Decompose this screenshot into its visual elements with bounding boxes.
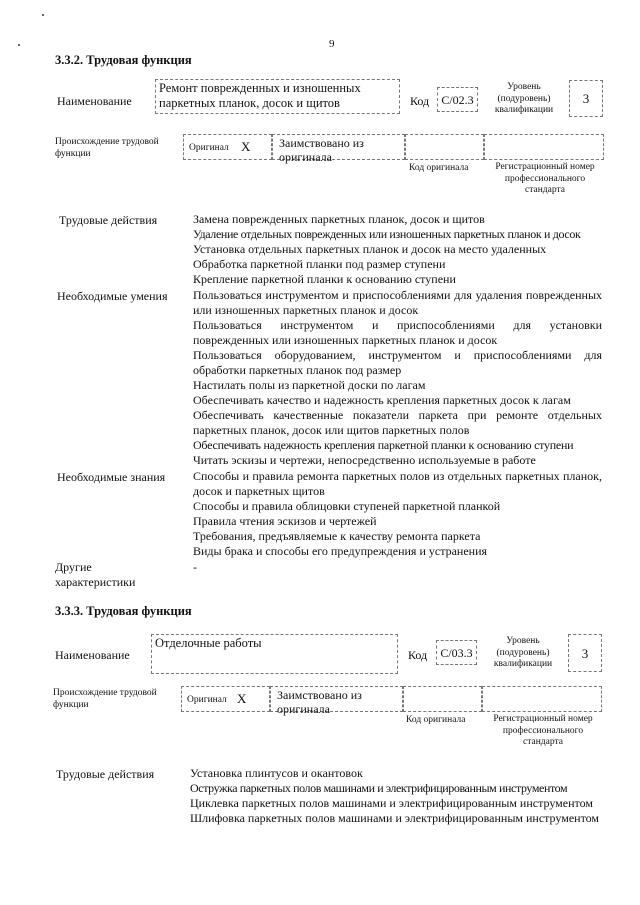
other-characteristics-value: -: [193, 560, 197, 574]
knowledge-item: Виды брака и способы его предупреждения и устранения: [193, 544, 488, 558]
knowledge-item: Способы и правила ремонта паркетных полов из отдельных паркетных планок, досок и паркетных щитов: [193, 469, 602, 498]
qualification-level-value: 3: [569, 80, 603, 117]
function-name-box: Ремонт поврежденных и изношенных паркетных планок, досок и щитов: [155, 79, 400, 114]
code-label: Код: [408, 648, 428, 662]
labor-action-item: Остружка паркетных полов машинами и электрифицированным инструментом: [190, 781, 568, 795]
labor-action-item: Циклевка паркетных полов машинами и электрифицированным инструментом: [190, 796, 593, 810]
skill-item: Обеспечивать качественные показатели паркета при ремонте отдельных паркетных планок, досок или щитов паркетных полов: [193, 408, 602, 437]
reg-number-label: Регистрационный номер профессионального стандарта: [495, 162, 595, 195]
knowledge-label: Необходимые знания: [57, 470, 166, 484]
skill-item: Пользоваться оборудованием, инструментом и приспособлениями для обработки паркетных планок под размер: [193, 348, 602, 377]
labor-action-item: Замена поврежденных паркетных планок, досок и щитов: [193, 212, 485, 226]
other-characteristics-label: Другие характеристики: [55, 560, 136, 589]
original-mark: X: [241, 139, 251, 154]
original-label: Оригинал: [189, 143, 229, 153]
scan-speck: [18, 44, 20, 46]
knowledge-item: Способы и правила облицовки ступеней паркетной планкой: [193, 499, 501, 513]
page-number: 9: [329, 38, 335, 50]
qualification-level-value: 3: [568, 634, 602, 672]
skill-item: Пользоваться инструментом и приспособлениями для удаления поврежденных или изношенных паркетных планок и досок: [193, 288, 602, 317]
labor-action-item: Крепление паркетной планки к основанию ступени: [193, 272, 456, 286]
origin-code-label: Код оригинала: [406, 715, 466, 725]
name-label: Наименование: [57, 94, 132, 108]
labor-action-item: Удаление отдельных поврежденных или изношенных паркетных планок и досок: [193, 227, 581, 241]
function-name-box: Отделочные работы: [151, 634, 398, 674]
origin-label: Происхождение трудовой функции: [55, 137, 159, 159]
original-cell: [181, 686, 270, 712]
code-value: C/02.3: [437, 87, 478, 112]
section-title: 3.3.3. Трудовая функция: [55, 604, 192, 618]
original-cell: [183, 134, 272, 160]
skill-item: Читать эскизы и чертежи, непосредственно используемые в работе: [193, 453, 536, 467]
knowledge-item: Требования, предъявляемые к качеству ремонта паркета: [193, 529, 481, 543]
reg-number-cell: [482, 686, 602, 712]
labor-action-item: Обработка паркетной планки под размер ступени: [193, 257, 446, 271]
origin-code-cell: [405, 134, 484, 160]
skill-item: Обеспечивать надежность крепления паркетной планки к основанию ступени: [193, 438, 574, 452]
skill-item: Пользоваться инструментом и приспособлениями для установки поврежденных или изношенных паркетных планок и досок: [193, 318, 602, 347]
skills-label: Необходимые умения: [57, 289, 168, 303]
code-value: C/03.3: [436, 640, 477, 665]
name-label: Наименование: [55, 648, 130, 662]
skill-item: Обеспечивать качество и надежность крепления паркетных досок к лагам: [193, 393, 571, 407]
original-label: Оригинал: [187, 695, 227, 705]
reg-number-label: Регистрационный номер профессионального стандарта: [493, 714, 593, 747]
qualification-level-label: Уровень (подуровень) квалификации: [493, 636, 553, 669]
origin-label: Происхождение трудовой функции: [53, 688, 157, 710]
labor-actions-list: [193, 212, 602, 287]
labor-actions-list: [190, 766, 601, 826]
reg-number-cell: [484, 134, 604, 160]
original-mark: X: [237, 691, 247, 706]
skill-item: Настилать полы из паркетной доски по лагам: [193, 378, 426, 392]
origin-code-cell: [403, 686, 482, 712]
origin-code-label: Код оригинала: [409, 163, 469, 173]
qualification-level-label: Уровень (подуровень) квалификации: [494, 82, 554, 115]
labor-action-item: Шлифовка паркетных полов машинами и электрифицированным инструментом: [190, 811, 600, 825]
scan-speck: [42, 14, 44, 16]
labor-action-item: Установка отдельных паркетных планок и досок на место удаленных: [193, 242, 547, 256]
labor-action-item: Установка плинтусов и окантовок: [190, 766, 363, 780]
knowledge-item: Правила чтения эскизов и чертежей: [193, 514, 377, 528]
knowledge-list: [193, 469, 602, 559]
code-label: Код: [410, 94, 430, 108]
borrowed-label: Заимствовано из оригинала: [270, 686, 403, 712]
labor-actions-label: Трудовые действия: [56, 767, 155, 781]
section-title: 3.3.2. Трудовая функция: [55, 53, 192, 67]
labor-actions-label: Трудовые действия: [59, 213, 158, 227]
borrowed-label: Заимствовано из оригинала: [272, 134, 405, 160]
skills-list: [193, 288, 602, 468]
